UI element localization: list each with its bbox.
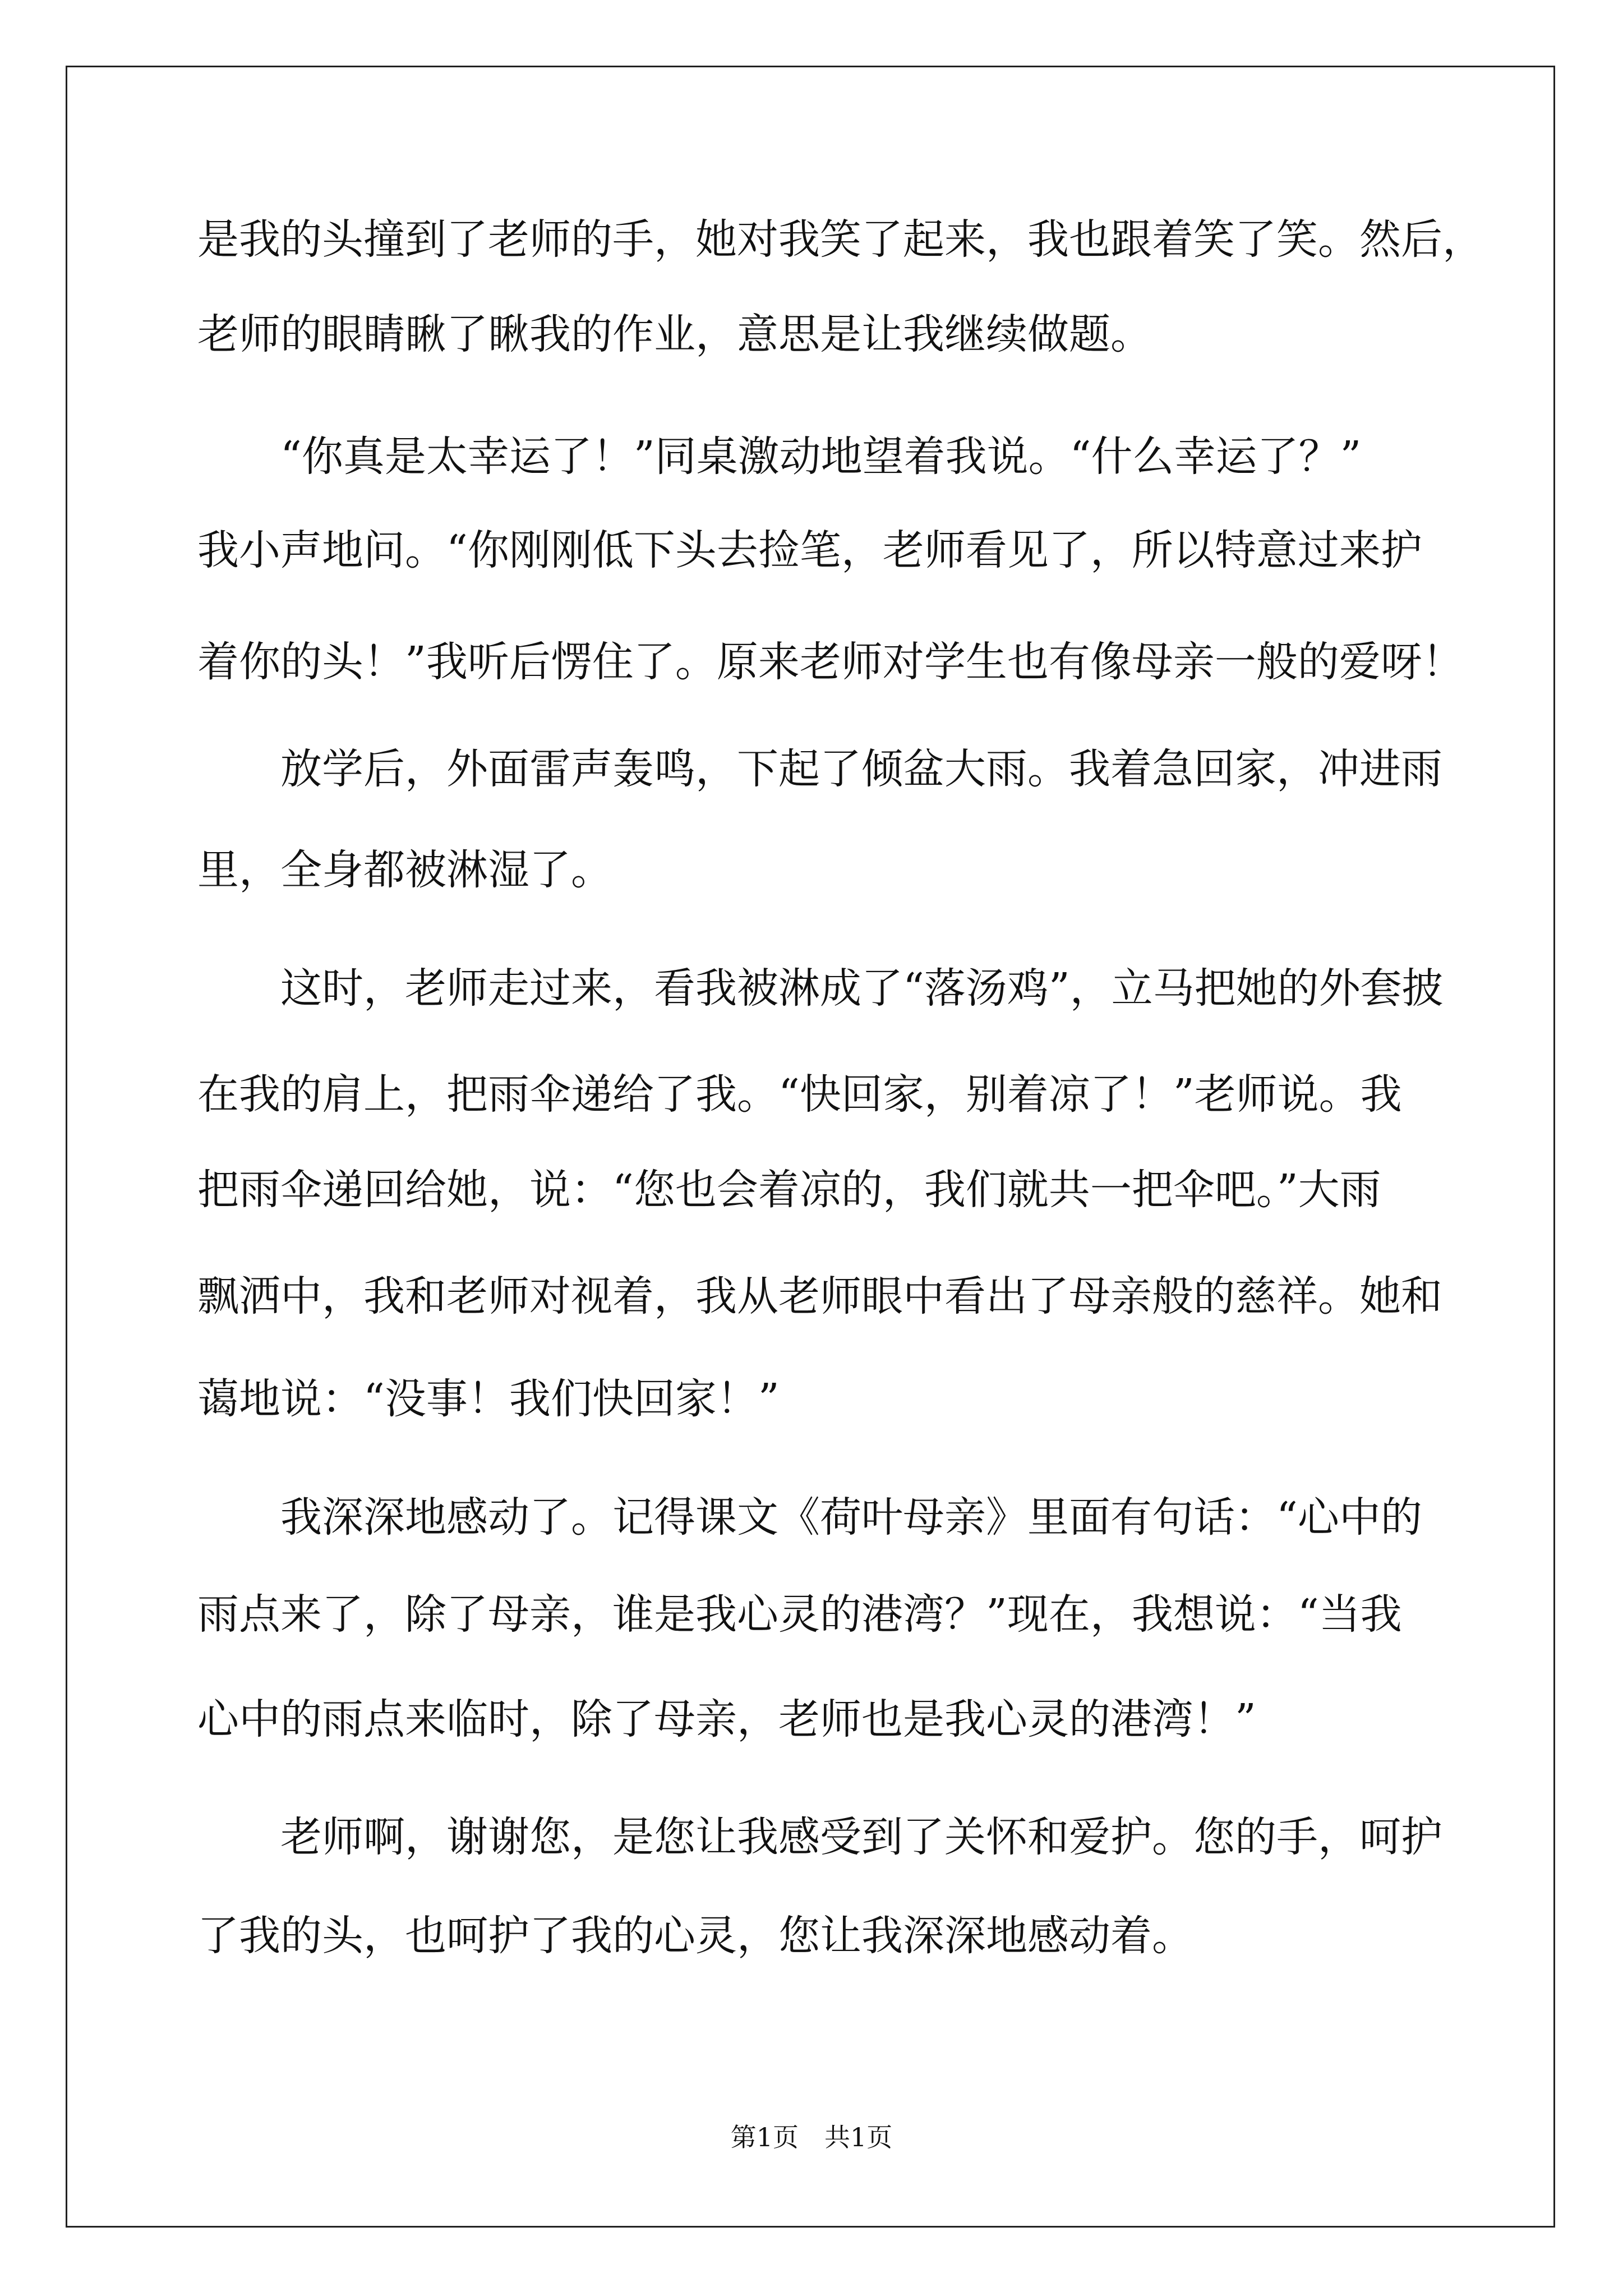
page-footer: 第1页 共1页 [730, 2122, 893, 2152]
text-line: 着你的头！”我听后愣住了。原来老师对学生也有像母亲一般的爱呀！ [197, 638, 1464, 686]
text-line: 这时，老师走过来，看我被淋成了“落汤鸡”，立马把她的外套披 [280, 964, 1444, 1013]
text-line: 老师的眼睛瞅了瞅我的作业，意思是让我继续做题。 [197, 310, 1152, 358]
text-line: 飘洒中，我和老师对视着，我从老师眼中看出了母亲般的慈祥。她和 [197, 1272, 1442, 1320]
text-line: 放学后，外面雷声轰鸣，下起了倾盆大雨。我着急回家，冲进雨 [280, 745, 1442, 793]
text-line: 里，全身都被淋湿了。 [197, 846, 612, 894]
text-line: 老师啊，谢谢您，是您让我感受到了关怀和爱护。您的手，呵护 [280, 1813, 1442, 1861]
text-line: 把雨伞递回给她，说：“您也会着凉的，我们就共一把伞吧。”大雨 [197, 1166, 1381, 1214]
text-line: 了我的头，也呵护了我的心灵，您让我深深地感动着。 [197, 1912, 1193, 1960]
text-line: “你真是太幸运了！”同桌激动地望着我说。“什么幸运了？” [280, 432, 1362, 481]
text-line: 雨点来了，除了母亲，谁是我心灵的港湾？”现在，我想说：“当我 [197, 1590, 1402, 1639]
text-line: 我深深地感动了。记得课文《荷叶母亲》里面有句话：“心中的 [280, 1493, 1422, 1542]
text-line: 在我的肩上，把雨伞递给了我。“快回家，别着凉了！”老师说。我 [197, 1070, 1402, 1119]
text-line: 蔼地说：“没事！我们快回家！” [197, 1375, 780, 1423]
text-line: 是我的头撞到了老师的手，她对我笑了起来，我也跟着笑了笑。然后， [197, 215, 1484, 264]
text-line: 心中的雨点来临时，除了母亲，老师也是我心灵的港湾！” [197, 1695, 1256, 1743]
text-line: 我小声地问。“你刚刚低下头去捡笔，老师看见了，所以特意过来护 [197, 526, 1422, 574]
page-border [66, 66, 1555, 2228]
